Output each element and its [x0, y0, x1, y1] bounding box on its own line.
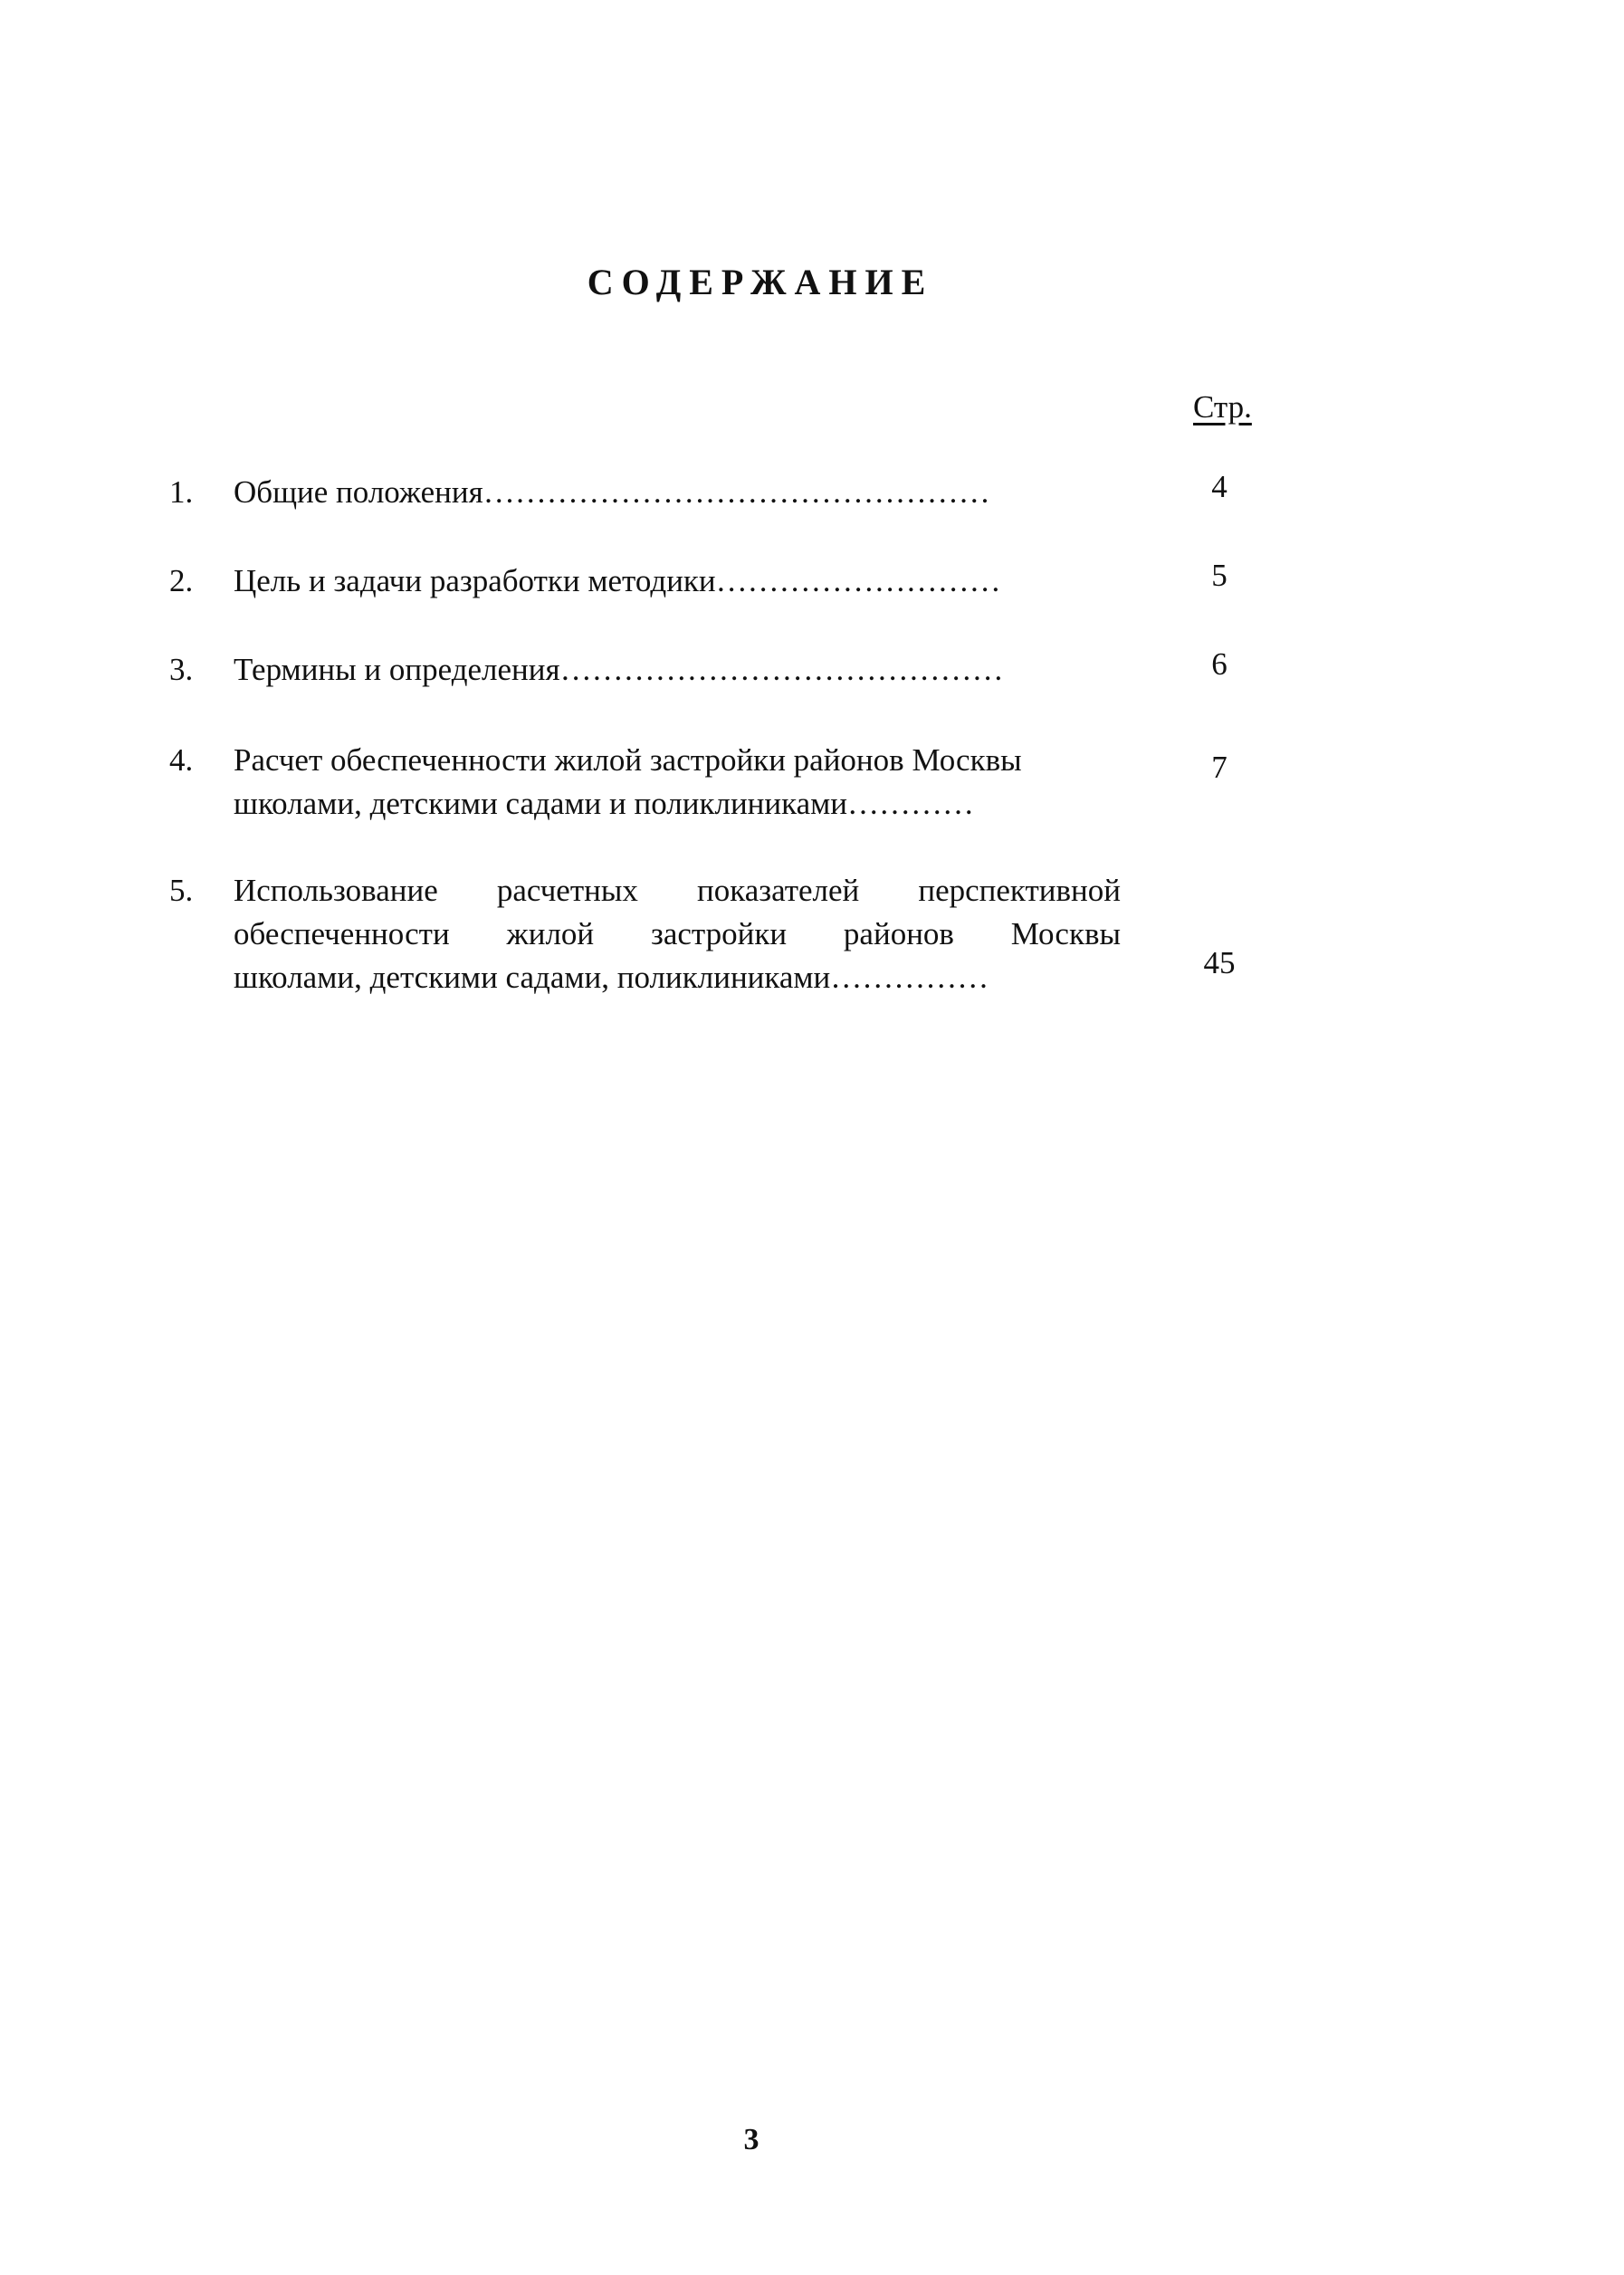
entry-page-number: 7	[1211, 750, 1228, 785]
entry-title	[234, 471, 1121, 514]
entry-title-line: Цель и задачи разработки методики………………………	[234, 563, 1001, 598]
page-number: 3	[743, 2123, 759, 2156]
entry-page-number: 45	[1203, 945, 1236, 980]
entry-number: 2.	[169, 563, 194, 598]
entry-number: 1.	[169, 474, 194, 510]
entry-page-number: 4	[1211, 469, 1228, 504]
entry-title	[234, 869, 1121, 999]
entry-title-line: Общие положения…………………………………………	[234, 474, 990, 510]
entry-title-line: школами, детскими садами и поликлиниками…………	[234, 786, 975, 821]
entry-title-line: Расчет обеспеченности жилой застройки районов Москвы	[234, 742, 1022, 778]
page-column-header: Стр.	[1193, 389, 1252, 425]
entry-page-number: 5	[1211, 558, 1228, 593]
entry-title	[234, 648, 1121, 692]
entry-number: 3.	[169, 652, 194, 687]
entry-title	[234, 739, 1121, 826]
entry-title-line: Термины и определения……………………………………	[234, 652, 1004, 687]
entry-page-number: 6	[1211, 646, 1228, 682]
toc-title: СОДЕРЖАНИЕ	[587, 262, 934, 302]
entry-number: 4.	[169, 742, 194, 778]
entry-title-line: школами, детскими садами, поликлиниками……………	[234, 960, 989, 995]
entry-title-line: обеспеченности жилой застройки районов Москвы	[234, 916, 1121, 951]
entry-title-line: Использование расчетных показателей перспективной	[234, 873, 1121, 908]
entry-number: 5.	[169, 873, 194, 908]
entry-title	[234, 559, 1121, 603]
